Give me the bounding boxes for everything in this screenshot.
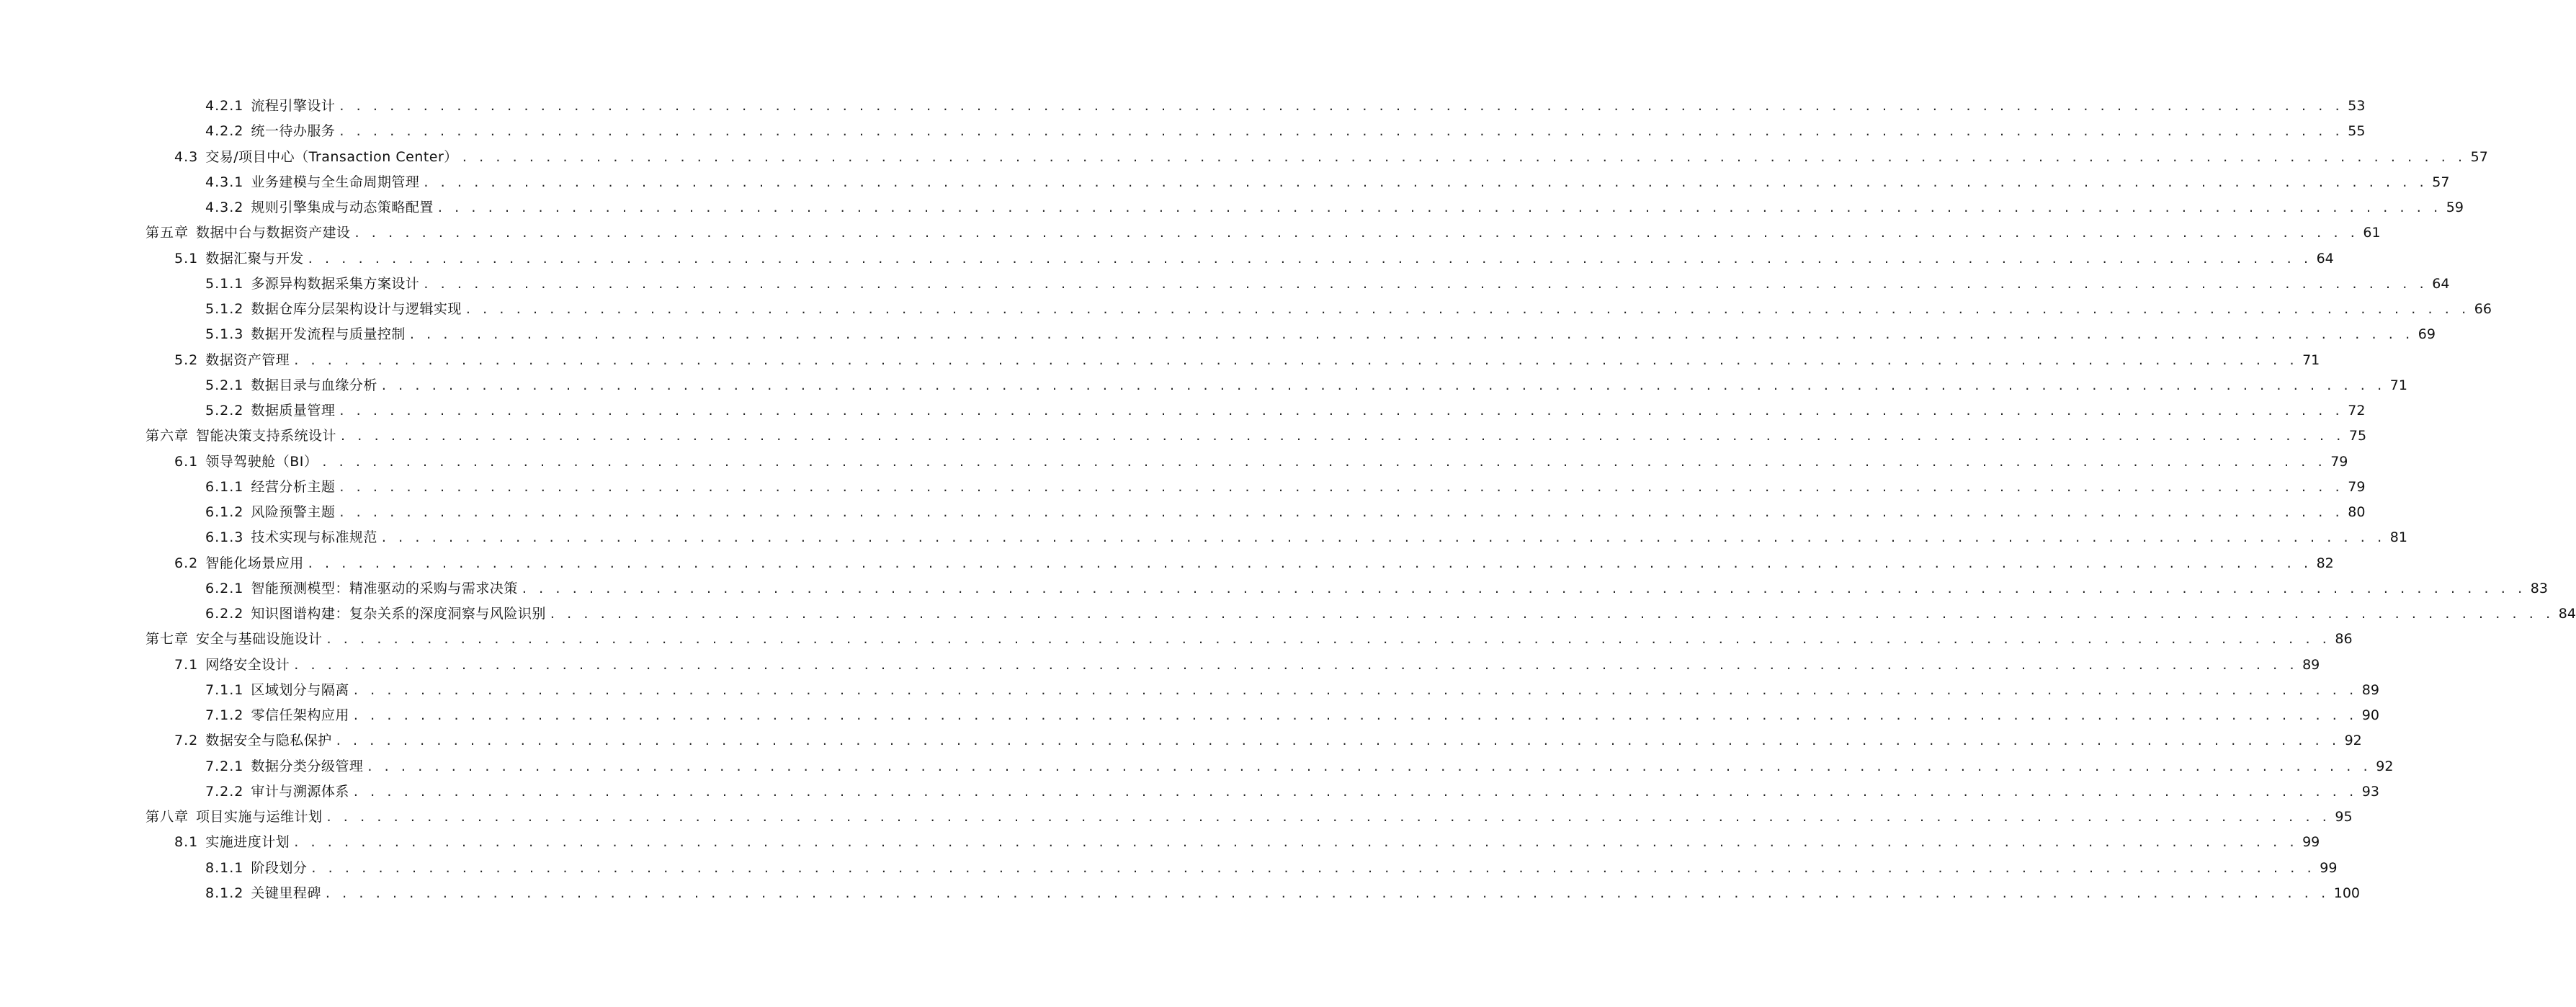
toc-entry-page-number: 92 <box>2376 758 2394 774</box>
toc-entry-number: 6.2.1 <box>205 580 244 596</box>
toc-dot-leader: . . . . . . . . . . . . . . . . . . . . . . . . . . . . . . . . . . . . . . . . . . . . . . . . . . . . . . . . . . . . . . . . . . . . . . . . . . . . . . . . . . . . . . . . . . . . . . . . . . . . . . . . . . . . . . . . . . . . . . . . <box>322 453 2327 470</box>
toc-dot-leader: . . . . . . . . . . . . . . . . . . . . . . . . . . . . . . . . . . . . . . . . . . . . . . . . . . . . . . . . . . . . . . . . . . . . . . . . . . . . . . . . . . . . . . . . . . . . . . . . . . . . . . . . . . . . . . . . . . . . . . . . <box>381 529 2386 546</box>
toc-entry-page-number: 95 <box>2335 809 2353 825</box>
toc-entry-title: 数据质量管理 <box>251 403 336 419</box>
toc-dot-leader: . . . . . . . . . . . . . . . . . . . . . . . . . . . . . . . . . . . . . . . . . . . . . . . . . . . . . . . . . . . . . . . . . . . . . . . . . . . . . . . . . . . . . . . . . . . . . . . . . . . . . . . . . . . . . . . . . . . . . . . . <box>353 707 2358 723</box>
toc-entry-page-number: 82 <box>2316 555 2334 571</box>
toc-entry-number: 7.2 <box>174 733 199 749</box>
toc-entry-number: 7.2.1 <box>205 758 244 774</box>
toc-entry-title: 智能决策支持系统设计 <box>196 428 337 444</box>
toc-entry-title: 项目实施与运维计划 <box>196 809 323 825</box>
toc-entry-title: 阶段划分 <box>251 859 308 876</box>
toc-dot-leader: . . . . . . . . . . . . . . . . . . . . . . . . . . . . . . . . . . . . . . . . . . . . . . . . . . . . . . . . . . . . . . . . . . . . . . . . . . . . . . . . . . . . . . . . . . . . . . . . . . . . . . . . . . . . . . . . . . . . . . . . <box>462 148 2467 165</box>
toc-entry-number: 7.1.1 <box>205 681 244 698</box>
toc-entry-title: 智能化场景应用 <box>205 555 304 571</box>
toc-dot-leader: . . . . . . . . . . . . . . . . . . . . . . . . . . . . . . . . . . . . . . . . . . . . . . . . . . . . . . . . . . . . . . . . . . . . . . . . . . . . . . . . . . . . . . . . . . . . . . . . . . . . . . . . . . . . . . . . . . . . . . . . <box>424 174 2428 190</box>
toc-entry-page-number: 89 <box>2302 656 2320 673</box>
toc-entry-number: 4.2.2 <box>205 123 244 140</box>
toc-entry-title: 数据仓库分层架构设计与逻辑实现 <box>251 301 462 317</box>
toc-dot-leader: . . . . . . . . . . . . . . . . . . . . . . . . . . . . . . . . . . . . . . . . . . . . . . . . . . . . . . . . . . . . . . . . . . . . . . . . . . . . . . . . . . . . . . . . . . . . . . . . . . . . . . . . . . . . . . . . . . . . . . . . <box>341 428 2345 444</box>
toc-entry[interactable] <box>146 424 2367 449</box>
toc-entry-page-number: 81 <box>2389 529 2407 546</box>
toc-entry[interactable] <box>205 94 2366 119</box>
toc-entry-page-number: 59 <box>2446 200 2464 215</box>
toc-entry-number: 8.1.2 <box>205 885 244 901</box>
toc-dot-leader: . . . . . . . . . . . . . . . . . . . . . . . . . . . . . . . . . . . . . . . . . . . . . . . . . . . . . . . . . . . . . . . . . . . . . . . . . . . . . . . . . . . . . . . . . . . . . . . . . . . . . . . . . . . . . . . . . . . . . . . . <box>367 758 2372 774</box>
toc-entry[interactable] <box>205 195 2464 220</box>
toc-entry-number: 5.1 <box>174 250 199 267</box>
toc-entry-title: 审计与溯源体系 <box>251 783 349 800</box>
toc-entry[interactable] <box>205 703 2379 728</box>
toc-entry[interactable] <box>205 576 2548 601</box>
toc-entry-number: 6.1.2 <box>205 504 244 520</box>
toc-entry-number: 7.1 <box>174 656 199 673</box>
toc-entry-page-number: 100 <box>2333 885 2360 901</box>
toc-entry-title: 统一待办服务 <box>251 123 336 140</box>
toc-dot-leader: . . . . . . . . . . . . . . . . . . . . . . . . . . . . . . . . . . . . . . . . . . . . . . . . . . . . . . . . . . . . . . . . . . . . . . . . . . . . . . . . . . . . . . . . . . . . . . . . . . . . . . . . . . . . . . . . . . . . . . . . <box>311 859 2316 876</box>
toc-entry[interactable] <box>205 500 2366 525</box>
toc-dot-leader: . . . . . . . . . . . . . . . . . . . . . . . . . . . . . . . . . . . . . . . . . . . . . . . . . . . . . . . . . . . . . . . . . . . . . . . . . . . . . . . . . . . . . . . . . . . . . . . . . . . . . . . . . . . . . . . . . . . . . . . . <box>437 200 2442 215</box>
toc-entry-number: 第七章 <box>146 631 189 648</box>
toc-dot-leader: . . . . . . . . . . . . . . . . . . . . . . . . . . . . . . . . . . . . . . . . . . . . . . . . . . . . . . . . . . . . . . . . . . . . . . . . . . . . . . . . . . . . . . . . . . . . . . . . . . . . . . . . . . . . . . . . . . . . . . . . <box>326 631 2331 648</box>
toc-entry-page-number: 64 <box>2432 275 2450 292</box>
toc-dot-leader: . . . . . . . . . . . . . . . . . . . . . . . . . . . . . . . . . . . . . . . . . . . . . . . . . . . . . . . . . . . . . . . . . . . . . . . . . . . . . . . . . . . . . . . . . . . . . . . . . . . . . . . . . . . . . . . . . . . . . . . . <box>336 733 2340 749</box>
toc-entry-number: 8.1 <box>174 834 199 851</box>
toc-entry[interactable] <box>205 881 2360 906</box>
toc-entry-number: 4.3.2 <box>205 200 244 215</box>
toc-entry[interactable] <box>174 830 2320 855</box>
toc-entry-page-number: 69 <box>2418 326 2436 343</box>
toc-entry-number: 第六章 <box>146 428 189 444</box>
toc-dot-leader: . . . . . . . . . . . . . . . . . . . . . . . . . . . . . . . . . . . . . . . . . . . . . . . . . . . . . . . . . . . . . . . . . . . . . . . . . . . . . . . . . . . . . . . . . . . . . . . . . . . . . . . . . . . . . . . . . . . . . . . . <box>339 478 2344 495</box>
toc-entry[interactable] <box>174 449 2348 475</box>
toc-entry-number: 6.1.3 <box>205 529 244 546</box>
toc-dot-leader: . . . . . . . . . . . . . . . . . . . . . . . . . . . . . . . . . . . . . . . . . . . . . . . . . . . . . . . . . . . . . . . . . . . . . . . . . . . . . . . . . . . . . . . . . . . . . . . . . . . . . . . . . . . . . . . . . . . . . . . . <box>325 885 2330 901</box>
toc-entry-title: 数据分类分级管理 <box>251 758 364 774</box>
toc-dot-leader: . . . . . . . . . . . . . . . . . . . . . . . . . . . . . . . . . . . . . . . . . . . . . . . . . . . . . . . . . . . . . . . . . . . . . . . . . . . . . . . . . . . . . . . . . . . . . . . . . . . . . . . . . . . . . . . . . . . . . . . . <box>294 834 2299 851</box>
toc-entry[interactable] <box>205 398 2366 424</box>
toc-entry[interactable] <box>174 348 2320 373</box>
toc-entry-number: 6.1.1 <box>205 478 244 495</box>
toc-entry-number: 4.3.1 <box>205 174 244 190</box>
toc-entry-page-number: 64 <box>2316 250 2334 267</box>
toc-entry[interactable] <box>205 475 2366 500</box>
toc-entry[interactable] <box>205 678 2379 703</box>
toc-entry[interactable] <box>205 322 2436 347</box>
toc-entry-number: 7.2.2 <box>205 783 244 800</box>
toc-entry-page-number: 90 <box>2361 707 2379 723</box>
toc-entry[interactable] <box>205 272 2450 297</box>
toc-entry-title: 网络安全设计 <box>205 656 290 673</box>
toc-entry-title: 知识图谱构建：复杂关系的深度洞察与风险识别 <box>251 606 546 622</box>
toc-entry[interactable] <box>205 297 2492 322</box>
toc-entry-page-number: 99 <box>2320 859 2338 876</box>
toc-dot-leader: . . . . . . . . . . . . . . . . . . . . . . . . . . . . . . . . . . . . . . . . . . . . . . . . . . . . . . . . . . . . . . . . . . . . . . . . . . . . . . . . . . . . . . . . . . . . . . . . . . . . . . . . . . . . . . . . . . . . . . . . <box>294 656 2299 673</box>
toc-entry-title: 业务建模与全生命周期管理 <box>251 174 420 190</box>
toc-entry[interactable] <box>205 170 2450 195</box>
toc-entry-title: 安全与基础设施设计 <box>196 631 323 648</box>
toc-entry-number: 6.1 <box>174 453 199 470</box>
toc-entry-page-number: 57 <box>2470 148 2488 165</box>
toc-entry-page-number: 61 <box>2363 225 2381 241</box>
toc-entry-page-number: 75 <box>2348 428 2367 444</box>
toc-entry-page-number: 80 <box>2348 504 2366 520</box>
toc-entry-page-number: 55 <box>2348 123 2366 140</box>
toc-entry[interactable] <box>174 145 2488 170</box>
toc-entry[interactable] <box>205 601 2576 627</box>
toc-entry-number: 8.1.1 <box>205 859 244 876</box>
toc-dot-leader: . . . . . . . . . . . . . . . . . . . . . . . . . . . . . . . . . . . . . . . . . . . . . . . . . . . . . . . . . . . . . . . . . . . . . . . . . . . . . . . . . . . . . . . . . . . . . . . . . . . . . . . . . . . . . . . . . . . . . . . . <box>522 580 2526 596</box>
toc-entry-title: 数据资产管理 <box>205 352 290 368</box>
toc-entry[interactable] <box>174 728 2362 753</box>
toc-entry-page-number: 53 <box>2348 98 2366 114</box>
toc-entry-number: 5.2.1 <box>205 377 244 393</box>
toc-entry-title: 流程引擎设计 <box>251 98 336 114</box>
toc-entry-title: 智能预测模型：精准驱动的采购与需求决策 <box>251 580 518 596</box>
toc-entry-number: 第五章 <box>146 225 189 241</box>
toc-entry[interactable] <box>146 627 2353 652</box>
toc-entry[interactable] <box>174 653 2320 678</box>
toc-entry[interactable] <box>205 779 2379 805</box>
toc-dot-leader: . . . . . . . . . . . . . . . . . . . . . . . . . . . . . . . . . . . . . . . . . . . . . . . . . . . . . . . . . . . . . . . . . . . . . . . . . . . . . . . . . . . . . . . . . . . . . . . . . . . . . . . . . . . . . . . . . . . . . . . . <box>339 98 2344 114</box>
toc-dot-leader: . . . . . . . . . . . . . . . . . . . . . . . . . . . . . . . . . . . . . . . . . . . . . . . . . . . . . . . . . . . . . . . . . . . . . . . . . . . . . . . . . . . . . . . . . . . . . . . . . . . . . . . . . . . . . . . . . . . . . . . . <box>308 555 2312 571</box>
toc-dot-leader: . . . . . . . . . . . . . . . . . . . . . . . . . . . . . . . . . . . . . . . . . . . . . . . . . . . . . . . . . . . . . . . . . . . . . . . . . . . . . . . . . . . . . . . . . . . . . . . . . . . . . . . . . . . . . . . . . . . . . . . . <box>354 225 2359 241</box>
toc-entry-number: 5.1.1 <box>205 275 244 292</box>
toc-entry[interactable] <box>205 119 2366 144</box>
toc-entry-title: 多源异构数据采集方案设计 <box>251 275 420 292</box>
toc-entry-title: 技术实现与标准规范 <box>251 529 377 546</box>
toc-entry-title: 实施进度计划 <box>205 834 290 851</box>
toc-dot-leader: . . . . . . . . . . . . . . . . . . . . . . . . . . . . . . . . . . . . . . . . . . . . . . . . . . . . . . . . . . . . . . . . . . . . . . . . . . . . . . . . . . . . . . . . . . . . . . . . . . . . . . . . . . . . . . . . . . . . . . . . <box>294 352 2299 368</box>
toc-entry-title: 数据中台与数据资产建设 <box>196 225 351 241</box>
toc-dot-leader: . . . . . . . . . . . . . . . . . . . . . . . . . . . . . . . . . . . . . . . . . . . . . . . . . . . . . . . . . . . . . . . . . . . . . . . . . . . . . . . . . . . . . . . . . . . . . . . . . . . . . . . . . . . . . . . . . . . . . . . . <box>465 301 2470 317</box>
toc-dot-leader: . . . . . . . . . . . . . . . . . . . . . . . . . . . . . . . . . . . . . . . . . . . . . . . . . . . . . . . . . . . . . . . . . . . . . . . . . . . . . . . . . . . . . . . . . . . . . . . . . . . . . . . . . . . . . . . . . . . . . . . . <box>308 250 2312 267</box>
toc-entry-page-number: 79 <box>2330 453 2348 470</box>
toc-dot-leader: . . . . . . . . . . . . . . . . . . . . . . . . . . . . . . . . . . . . . . . . . . . . . . . . . . . . . . . . . . . . . . . . . . . . . . . . . . . . . . . . . . . . . . . . . . . . . . . . . . . . . . . . . . . . . . . . . . . . . . . . <box>550 606 2554 622</box>
toc-entry-title: 数据安全与隐私保护 <box>205 733 332 749</box>
toc-entry-title: 数据目录与血缘分析 <box>251 377 377 393</box>
toc-dot-leader: . . . . . . . . . . . . . . . . . . . . . . . . . . . . . . . . . . . . . . . . . . . . . . . . . . . . . . . . . . . . . . . . . . . . . . . . . . . . . . . . . . . . . . . . . . . . . . . . . . . . . . . . . . . . . . . . . . . . . . . . <box>353 681 2358 698</box>
toc-entry-title: 经营分析主题 <box>251 478 336 495</box>
toc-entry-number: 6.2.2 <box>205 606 244 622</box>
toc-entry-number: 5.2.2 <box>205 403 244 419</box>
toc-entry-number: 第八章 <box>146 809 189 825</box>
toc-entry-title: 规则引擎集成与动态策略配置 <box>251 200 434 215</box>
toc-entry-page-number: 71 <box>2302 352 2320 368</box>
toc-entry-page-number: 99 <box>2302 834 2320 851</box>
toc-dot-leader: . . . . . . . . . . . . . . . . . . . . . . . . . . . . . . . . . . . . . . . . . . . . . . . . . . . . . . . . . . . . . . . . . . . . . . . . . . . . . . . . . . . . . . . . . . . . . . . . . . . . . . . . . . . . . . . . . . . . . . . . <box>339 403 2344 419</box>
toc-entry-page-number: 57 <box>2432 174 2450 190</box>
toc-entry-title: 领导驾驶舱（BI） <box>205 453 318 470</box>
toc-dot-leader: . . . . . . . . . . . . . . . . . . . . . . . . . . . . . . . . . . . . . . . . . . . . . . . . . . . . . . . . . . . . . . . . . . . . . . . . . . . . . . . . . . . . . . . . . . . . . . . . . . . . . . . . . . . . . . . . . . . . . . . . <box>381 377 2386 393</box>
toc-entry[interactable] <box>205 754 2394 779</box>
toc-entry[interactable] <box>205 525 2407 550</box>
toc-entry-title: 数据汇聚与开发 <box>205 250 304 267</box>
toc-entry-number: 4.2.1 <box>205 98 244 114</box>
toc-entry-page-number: 66 <box>2474 301 2492 317</box>
toc-entry-title: 数据开发流程与质量控制 <box>251 326 406 343</box>
toc-dot-leader: . . . . . . . . . . . . . . . . . . . . . . . . . . . . . . . . . . . . . . . . . . . . . . . . . . . . . . . . . . . . . . . . . . . . . . . . . . . . . . . . . . . . . . . . . . . . . . . . . . . . . . . . . . . . . . . . . . . . . . . . <box>326 809 2331 825</box>
toc-entry-number: 5.1.3 <box>205 326 244 343</box>
toc-entry[interactable] <box>146 220 2381 246</box>
toc-entry-page-number: 92 <box>2344 733 2362 749</box>
toc-entry[interactable] <box>146 805 2353 830</box>
toc-dot-leader: . . . . . . . . . . . . . . . . . . . . . . . . . . . . . . . . . . . . . . . . . . . . . . . . . . . . . . . . . . . . . . . . . . . . . . . . . . . . . . . . . . . . . . . . . . . . . . . . . . . . . . . . . . . . . . . . . . . . . . . . <box>409 326 2414 343</box>
toc-entry-page-number: 84 <box>2558 606 2576 622</box>
toc-entry-page-number: 89 <box>2361 681 2379 698</box>
toc-entry-title: 零信任架构应用 <box>251 707 349 723</box>
toc-entry-number: 7.1.2 <box>205 707 244 723</box>
toc-entry-number: 4.3 <box>174 148 199 165</box>
toc-entry[interactable] <box>174 246 2334 272</box>
toc-entry-page-number: 72 <box>2348 403 2366 419</box>
toc-entry-page-number: 79 <box>2348 478 2366 495</box>
toc-entry-number: 6.2 <box>174 555 199 571</box>
toc-entry-page-number: 93 <box>2361 783 2379 800</box>
toc-entry-page-number: 86 <box>2335 631 2353 648</box>
toc-dot-leader: . . . . . . . . . . . . . . . . . . . . . . . . . . . . . . . . . . . . . . . . . . . . . . . . . . . . . . . . . . . . . . . . . . . . . . . . . . . . . . . . . . . . . . . . . . . . . . . . . . . . . . . . . . . . . . . . . . . . . . . . <box>339 504 2344 520</box>
toc-dot-leader: . . . . . . . . . . . . . . . . . . . . . . . . . . . . . . . . . . . . . . . . . . . . . . . . . . . . . . . . . . . . . . . . . . . . . . . . . . . . . . . . . . . . . . . . . . . . . . . . . . . . . . . . . . . . . . . . . . . . . . . . <box>339 123 2344 140</box>
toc-entry[interactable] <box>205 856 2338 881</box>
toc-entry-title: 区域划分与隔离 <box>251 681 349 698</box>
toc-entry-title: 交易/项目中心（Transaction Center） <box>205 148 458 165</box>
toc-entry[interactable] <box>205 373 2407 398</box>
toc-entry-number: 5.1.2 <box>205 301 244 317</box>
toc-entry[interactable] <box>174 551 2334 576</box>
toc-entry-number: 5.2 <box>174 352 199 368</box>
toc-dot-leader: . . . . . . . . . . . . . . . . . . . . . . . . . . . . . . . . . . . . . . . . . . . . . . . . . . . . . . . . . . . . . . . . . . . . . . . . . . . . . . . . . . . . . . . . . . . . . . . . . . . . . . . . . . . . . . . . . . . . . . . . <box>353 783 2358 800</box>
toc-entry-title: 风险预警主题 <box>251 504 336 520</box>
toc-dot-leader: . . . . . . . . . . . . . . . . . . . . . . . . . . . . . . . . . . . . . . . . . . . . . . . . . . . . . . . . . . . . . . . . . . . . . . . . . . . . . . . . . . . . . . . . . . . . . . . . . . . . . . . . . . . . . . . . . . . . . . . . <box>424 275 2428 292</box>
toc-entry-page-number: 71 <box>2389 377 2407 393</box>
toc-entry-page-number: 83 <box>2530 580 2548 596</box>
toc-entry-title: 关键里程碑 <box>251 885 321 901</box>
